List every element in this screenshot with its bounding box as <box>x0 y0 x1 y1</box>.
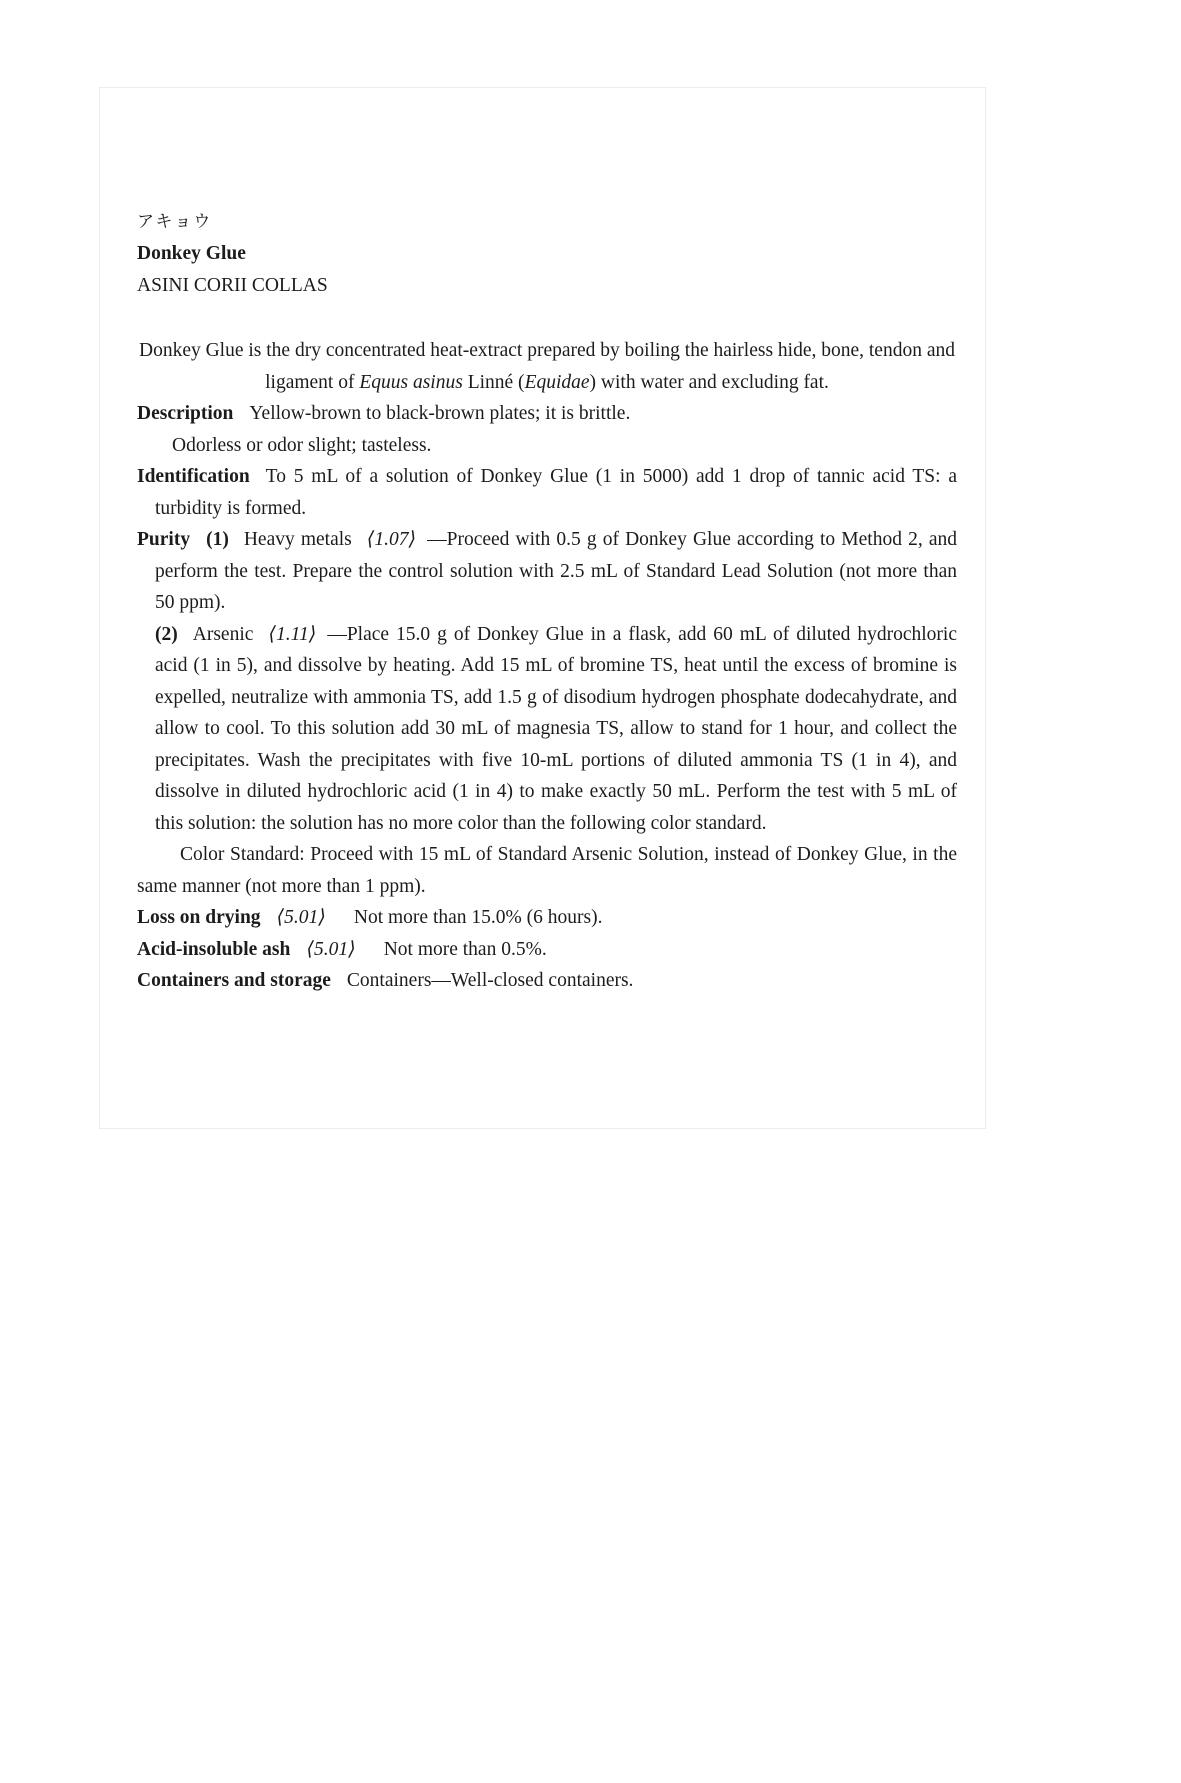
intro-text-2: Linné ( <box>462 371 525 393</box>
purity-label: Purity <box>137 529 191 550</box>
intro-paragraph <box>137 335 957 398</box>
purity-item-2-text: —Place 15.0 g of Donkey Glue in a flask, add 60 mL of diluted hydrochloric acid (1 in 5), and dissolve by heating. Add 15 mL of bromine TS, heat until the excess of bromine is expelled, neutralize with ammonia TS, add 1.5 g of disodium hydrogen phosphate dodecahydrate, and allow to cool. To this solution add 30 mL of magnesia TS, allow to stand for 1 hour, and collect the precipitates. Wash the precipitates with five 10-mL portions of diluted ammonia TS (1 in 4), and dissolve in diluted hydrochloric acid (1 in 4) to make exactly 50 mL. Perform the test with 5 mL of this solution: the solution has no more color than the following color standard. <box>155 623 957 834</box>
description-entry <box>137 398 957 430</box>
description-text: Yellow-brown to black-brown plates; it is brittle. <box>249 403 631 424</box>
color-standard-paragraph: Color Standard: Proceed with 15 mL of Standard Arsenic Solution, instead of Donkey Glue, in the same manner (not more than 1 ppm). <box>137 844 957 897</box>
identification-text: To 5 mL of a solution of Donkey Glue (1 in 5000) add 1 drop of tannic acid TS: a turbidity is formed. <box>155 466 957 519</box>
containers-label: Containers and storage <box>137 970 331 991</box>
item-number: (1) <box>206 529 229 550</box>
acid-insoluble-ash-entry <box>137 934 957 966</box>
intro-text-1: Donkey Glue is the dry concentrated heat-extract prepared by boiling the hairless hide, bone, tendon and ligament of <box>138 340 955 393</box>
identification-entry <box>137 461 957 524</box>
chapter-ref: ⟨1.11⟩ <box>268 623 317 645</box>
page-title: Donkey Glue <box>137 243 246 264</box>
containers-entry <box>137 965 957 997</box>
test-name: Heavy metals <box>243 529 352 550</box>
chapter-ref: ⟨5.01⟩ <box>306 938 356 960</box>
loss-on-drying-text: Not more than 15.0% (6 hours). <box>353 907 603 928</box>
loss-on-drying-entry <box>137 902 957 934</box>
loss-on-drying-label: Loss on drying <box>137 907 261 928</box>
purity-item-2 <box>155 619 957 840</box>
item-number: (2) <box>155 623 178 645</box>
acid-insoluble-ash-text: Not more than 0.5%. <box>383 938 547 960</box>
chapter-ref: ⟨1.07⟩ <box>366 529 417 550</box>
description-text-line2: Odorless or odor slight; tasteless. <box>172 434 432 456</box>
family-name: Equidae <box>524 371 590 393</box>
chapter-ref: ⟨5.01⟩ <box>276 907 326 928</box>
intro-text-3: ) with water and excluding fat. <box>589 371 829 393</box>
purity-item-1-text: —Proceed with 0.5 g of Donkey Glue according to Method 2, and perform the test. Prepare the control solution with 2.5 mL of Standard Lead Solution (not more than 50 ppm). <box>155 529 958 613</box>
latin-title: ASINI CORII COLLAS <box>137 275 328 296</box>
containers-text: Containers—Well-closed containers. <box>346 970 634 991</box>
purity-item-1 <box>137 524 957 619</box>
acid-insoluble-ash-label: Acid-insoluble ash <box>137 938 291 960</box>
species-name: Equus asinus <box>359 371 463 393</box>
identification-label: Identification <box>137 466 250 487</box>
kana-title: アキョウ <box>137 212 213 231</box>
document-page <box>100 88 985 1128</box>
test-name: Arsenic <box>192 623 254 645</box>
description-label: Description <box>137 403 234 424</box>
